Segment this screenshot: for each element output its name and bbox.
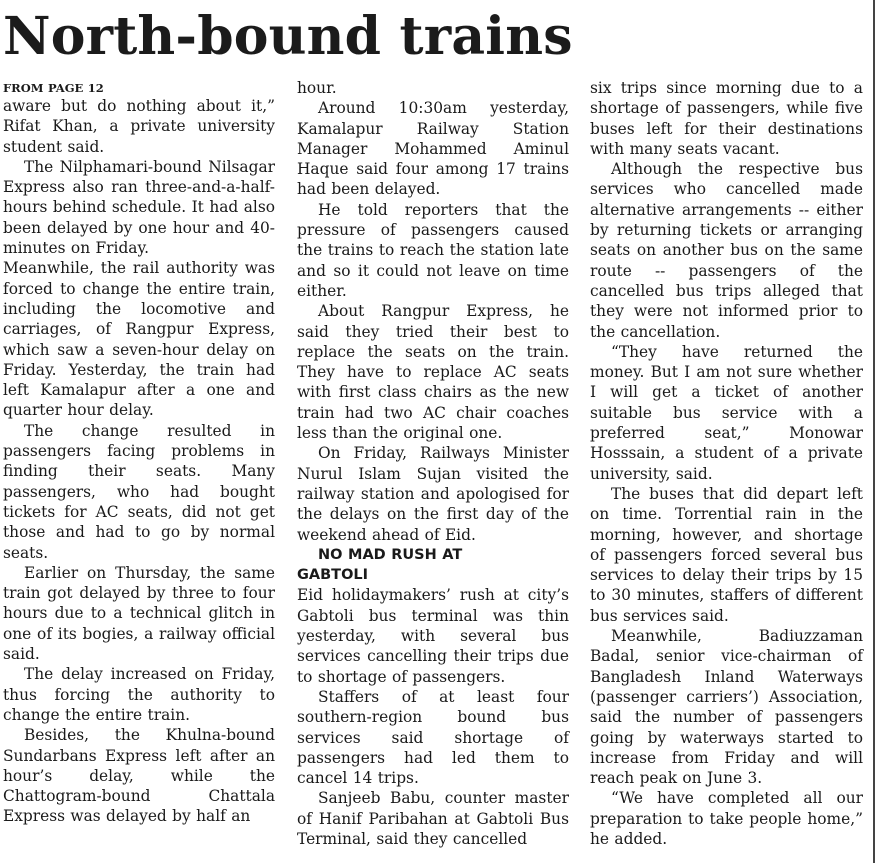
paragraph: “We have completed all our preparation to take people home,” he added. (590, 789, 863, 848)
paragraph: Although the respective bus services who cancelled made alternative arrangements -- either by returning tickets or arranging seats on another bus on the same route -- passengers of the cancelled bus trips alleged that they were not informed prior to the cancellation. (590, 160, 863, 341)
column-rule (873, 0, 875, 863)
column-1 (3, 81, 275, 827)
paragraph-continued: hour. (297, 79, 337, 97)
column-2 (297, 81, 569, 849)
paragraph: Staffers of at least four southern-region bound bus services said shortage of passengers had led them to cancel 14 trips. (297, 687, 569, 788)
paragraph-continued: six trips since morning due to a shortage of passengers, while five buses left for their destinations with many seats vacant. (590, 79, 863, 158)
column-3 (590, 81, 863, 849)
paragraph: About Rangpur Express, he said they tried their best to replace the seats on the train. They have to replace AC seats with first class chairs as the new train had two AC chair coaches less than the original one. (297, 302, 569, 443)
headline: North-bound trains (3, 6, 573, 67)
paragraph: Earlier on Thursday, the same train got delayed by three to four hours due to a technical glitch in one of its bogies, a railway official said. (3, 563, 275, 664)
paragraph: On Friday, Railways Minister Nurul Islam Sujan visited the railway station and apologised for the delays on the first day of the weekend ahead of Eid. (297, 444, 569, 544)
paragraph: Meanwhile, the rail authority was forced to change the entire train, including the locomotive and carriages, of Rangpur Express, which saw a seven-hour delay on Friday. Yesterday, the train had left Kamalapur after a one and quarter hour delay. (3, 259, 275, 420)
paragraph: He told reporters that the pressure of passengers caused the trains to reach the station late and so it could not leave on time either. (297, 200, 569, 300)
paragraph: Besides, the Khulna-bound Sundarbans Express left after an hour’s delay, while the Chattogram-bound Chattala Express was delayed by half an (3, 726, 275, 826)
paragraph: Sanjeeb Babu, counter master of Hanif Paribahan at Gabtoli Bus Terminal, said they cancelled (297, 789, 569, 848)
paragraph: The Nilphamari-bound Nilsagar Express also ran three-and-a-half-hours behind schedule. It had also been delayed by one hour and 40-minutes on Friday. (3, 157, 275, 258)
continued-from-kicker: FROM PAGE 12 (3, 81, 104, 95)
paragraph: The buses that did depart left on time. Torrential rain in the morning, however, and shortage of passengers forced several bus services to delay their trips by 15 to 30 minutes, staffers of different bus services said. (590, 484, 863, 625)
paragraph: “They have returned the money. But I am not sure whether I will get a ticket of another suitable bus service with a preferred seat,” Monowar Hosssain, a student of a private university, said. (590, 342, 863, 483)
paragraph: Meanwhile, Badiuzzaman Badal, senior vice-chairman of Bangladesh Inland Waterways (passenger carriers’) Association, said the number of passengers going by waterways started to increase from Friday and will reach peak on June 3. (590, 627, 863, 788)
paragraph: aware but do nothing about it,” Rifat Khan, a private university student said. (3, 97, 275, 156)
paragraph: The delay increased on Friday, thus forcing the authority to change the entire train. (3, 665, 275, 724)
paragraph: Around 10:30am yesterday, Kamalapur Railway Station Manager Mohammed Aminul Haque said four among 17 trains had been delayed. (297, 99, 569, 199)
paragraph: The change resulted in passengers facing problems in finding their seats. Many passengers, who had bought tickets for AC seats, did not get those and had to go by normal seats. (3, 421, 275, 562)
subheading: NO MAD RUSH AT GABTOLI (297, 546, 463, 584)
paragraph: Eid holidaymakers’ rush at city’s Gabtoli bus terminal was thin yesterday, with several bus services cancelling their trips due to shortage of passengers. (297, 586, 569, 686)
